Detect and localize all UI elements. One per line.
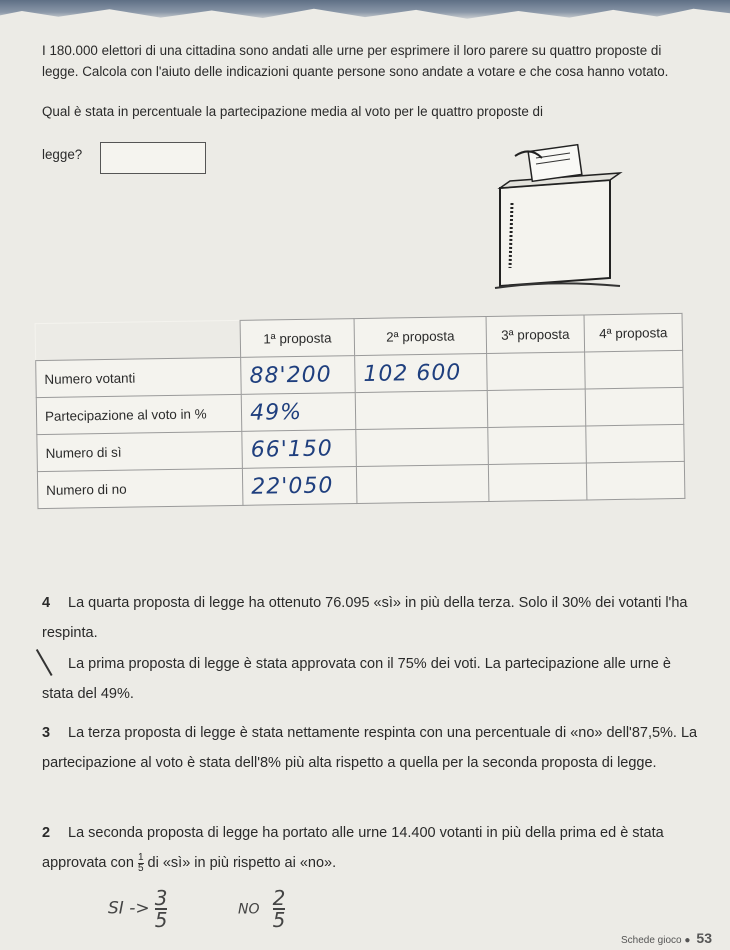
results-table: [35, 313, 686, 509]
table-cell[interactable]: 49%: [241, 393, 355, 432]
clue-2: [42, 818, 702, 878]
table-cell[interactable]: 102 600: [355, 354, 488, 393]
table-cell[interactable]: [585, 387, 684, 426]
header-proposal-2: 2ª proposta: [354, 317, 487, 356]
clue-3: [42, 718, 702, 778]
clue-4: [42, 588, 702, 648]
clue-number: 2: [42, 825, 51, 841]
clue-number: 4: [42, 595, 51, 611]
problem-intro: I 180.000 elettori di una cittadina sono andati alle urne per esprimere il loro parere su quattro proposte di legge. Calcola con l'aiuto delle indicazioni quante persone sono andate a votare e che cosa hanno votato.: [42, 43, 669, 79]
handwritten-fraction: $\frac{3}{5}$: [154, 886, 168, 932]
clue-number: 3: [42, 725, 51, 741]
header-proposal-1: 1ª proposta: [240, 319, 354, 358]
handwritten-fraction: $\frac{2}{5}$: [272, 886, 286, 932]
clue-1: [42, 649, 702, 709]
header-proposal-4: 4ª proposta: [584, 313, 683, 352]
header-proposal-3: 3ª proposta: [486, 315, 585, 354]
table-cell[interactable]: [487, 389, 586, 428]
clue-text: La quarta proposta di legge ha ottenuto 76.095 «sì» in più della terza. Solo il 30% dei votanti l'ha respinta.: [42, 595, 688, 641]
clue-text: La terza proposta di legge è stata nettamente respinta con una percentuale di «no» dell'87,5%. La partecipazione al voto è stata dell'8% più alta rispetto a quella per la seconda proposta di legge.: [42, 725, 698, 771]
clue-text: La seconda proposta di legge ha portato alle urne 14.400 votanti in più della prima ed è stata approvata con: [42, 825, 664, 871]
handwritten-si: SI -> $\frac{3}{5}$: [108, 886, 168, 932]
row-label: Numero di no: [37, 468, 243, 508]
ballot-box-icon: [470, 128, 630, 298]
table-cell[interactable]: 22'050: [243, 467, 357, 506]
page-footer: Schede gioco ● 53: [620, 930, 712, 946]
table-cell[interactable]: [356, 464, 489, 503]
row-label: Numero di sì: [37, 431, 243, 471]
row-label: Partecipazione al voto in %: [36, 394, 242, 434]
table-cell[interactable]: [487, 352, 586, 391]
table-cell[interactable]: 66'150: [242, 430, 356, 469]
table-cell[interactable]: [488, 426, 587, 465]
clue-text: La prima proposta di legge è stata approvata con il 75% dei voti. La partecipazione alle urne è stata del 49%.: [42, 656, 671, 702]
table-cell[interactable]: [586, 461, 685, 500]
table-corner: [35, 320, 241, 360]
table-cell[interactable]: [488, 463, 587, 502]
handwritten-no: NO $\frac{2}{5}$: [238, 886, 286, 932]
page-number: 53: [696, 930, 712, 946]
table-cell[interactable]: [585, 350, 684, 389]
row-label: Numero votanti: [36, 357, 242, 397]
clue-text-end: di «sì» in più rispetto ai «no».: [147, 855, 337, 871]
table-cell[interactable]: [586, 424, 685, 463]
table-cell[interactable]: [355, 390, 488, 429]
table-cell[interactable]: 88'200: [241, 356, 355, 395]
torn-paper-edge: [0, 0, 730, 22]
answer-box[interactable]: [100, 142, 206, 174]
problem-question: Qual è stata in percentuale la partecipazione media al voto per le quattro proposte di: [42, 104, 543, 119]
table-cell[interactable]: [356, 427, 489, 466]
fraction: $\frac{1}{5}$: [137, 851, 144, 874]
problem-question-end: legge?: [42, 147, 83, 162]
